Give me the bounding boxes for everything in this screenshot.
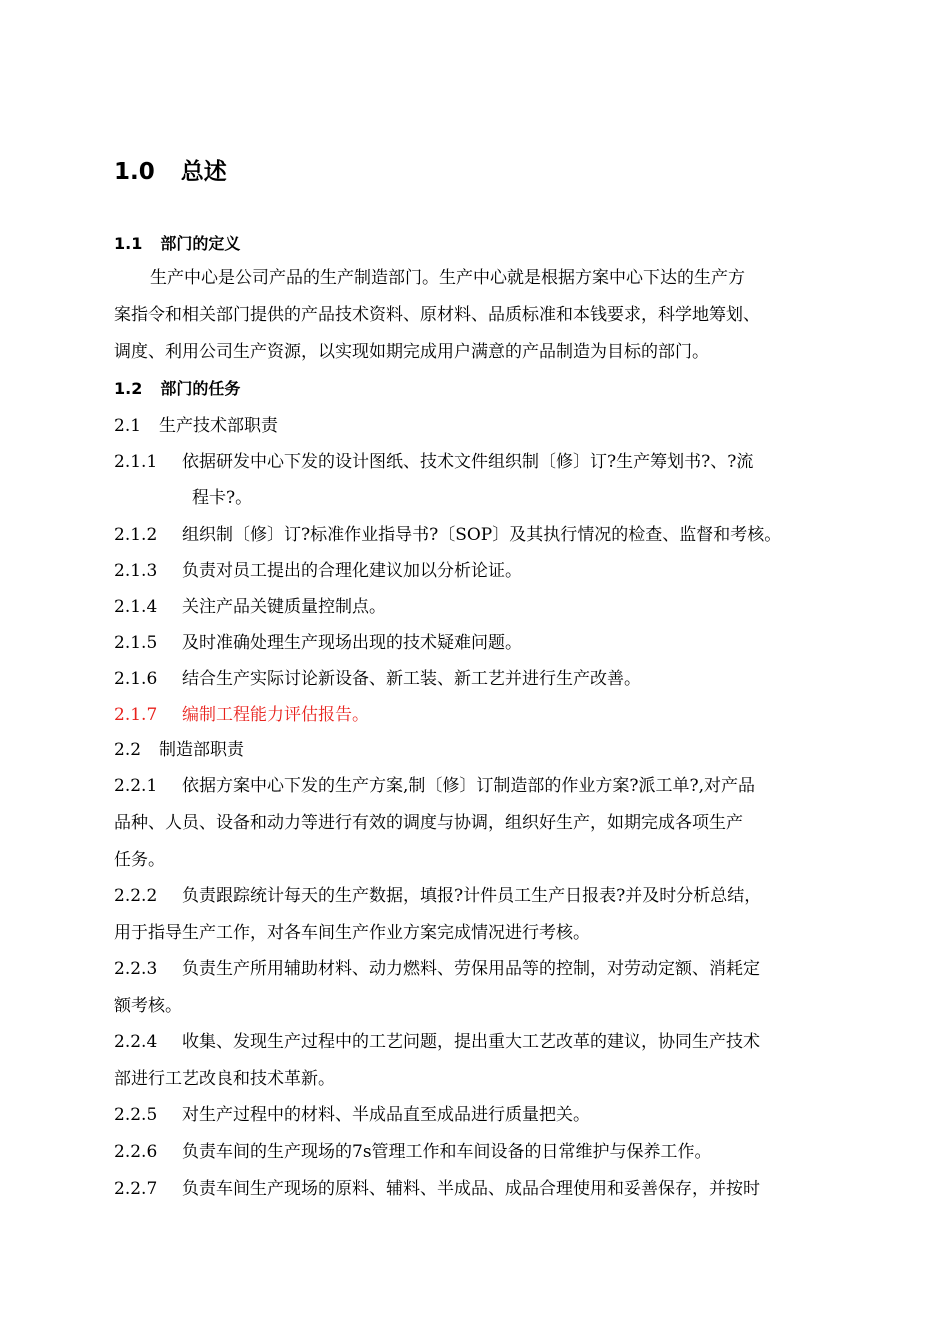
item-number: 2.2.6 bbox=[114, 1142, 158, 1162]
item-text: 编制工程能力评估报告。 bbox=[182, 705, 369, 725]
item-text: 对生产过程中的材料、半成品直至成品进行质量把关。 bbox=[182, 1105, 590, 1125]
subsection-heading-1-1 bbox=[114, 234, 240, 254]
subsection-heading-1-2 bbox=[114, 379, 240, 399]
paragraph-line: 案指令和相关部门提供的产品技术资料、原材料、品质标准和本钱要求，科学地筹划、 bbox=[114, 305, 760, 325]
item-number: 2.2.5 bbox=[114, 1105, 158, 1125]
list-item bbox=[114, 959, 760, 979]
item-number: 2.1.5 bbox=[114, 633, 158, 653]
item-number: 2.2.7 bbox=[114, 1179, 158, 1199]
item-text: 组织制〔修〕订?标准作业指导书?〔SOP〕及其执行情况的检查、监督和考核。 bbox=[182, 525, 782, 545]
list-item bbox=[114, 1032, 760, 1052]
subsection-number: 1.1 bbox=[114, 234, 143, 253]
item-number: 2.1.4 bbox=[114, 597, 158, 617]
item-text: 依据研发中心下发的设计图纸、技术文件组织制〔修〕订?生产筹划书?、?流 bbox=[182, 452, 754, 472]
paragraph-line: 生产中心是公司产品的生产制造部门。生产中心就是根据方案中心下达的生产方 bbox=[150, 268, 745, 288]
list-item-continuation: 品种、人员、设备和动力等进行有效的调度与协调，组织好生产，如期完成各项生产 bbox=[114, 813, 743, 833]
list-item bbox=[114, 633, 522, 653]
list-item bbox=[114, 561, 522, 581]
item-text: 负责跟踪统计每天的生产数据，填报?计件员工生产日报表?并及时分析总结， bbox=[182, 886, 762, 906]
list-item bbox=[114, 886, 761, 906]
item-text: 负责车间的生产现场的7s管理工作和车间设备的日常维护与保养工作。 bbox=[182, 1142, 712, 1162]
subsection-title: 部门的定义 bbox=[160, 234, 241, 253]
item-text: 收集、发现生产过程中的工艺问题，提出重大工艺改革的建议，协同生产技术 bbox=[182, 1032, 760, 1052]
list-item bbox=[114, 1142, 712, 1162]
section-number: 2.1 bbox=[114, 416, 142, 436]
subsection-number: 1.2 bbox=[114, 379, 143, 398]
item-text: 负责生产所用辅助材料、动力燃料、劳保用品等的控制，对劳动定额、消耗定 bbox=[182, 959, 760, 979]
item-number: 2.2.2 bbox=[114, 886, 158, 906]
section-title: 生产技术部职责 bbox=[159, 416, 279, 436]
list-item-highlighted bbox=[114, 705, 369, 725]
section-heading-2-1 bbox=[114, 416, 278, 436]
section-title: 制造部职责 bbox=[159, 740, 245, 760]
subsection-title: 部门的任务 bbox=[160, 379, 241, 398]
item-number: 2.1.3 bbox=[114, 561, 158, 581]
list-item bbox=[114, 776, 755, 796]
item-number: 2.1.7 bbox=[114, 705, 158, 725]
item-text: 依据方案中心下发的生产方案,制〔修〕订制造部的作业方案?派工单?,对产品 bbox=[182, 776, 756, 796]
item-number: 2.2.3 bbox=[114, 959, 158, 979]
item-text: 结合生产实际讨论新设备、新工装、新工艺并进行生产改善。 bbox=[182, 669, 641, 689]
list-item bbox=[114, 452, 753, 472]
item-text: 关注产品关键质量控制点。 bbox=[182, 597, 386, 617]
heading-text: 总述 bbox=[180, 159, 227, 185]
item-text: 负责车间生产现场的原料、辅料、半成品、成品合理使用和妥善保存，并按时 bbox=[182, 1179, 760, 1199]
section-heading-2-2 bbox=[114, 740, 244, 760]
list-item bbox=[114, 525, 781, 545]
list-item-continuation: 用于指导生产工作，对各车间生产作业方案完成情况进行考核。 bbox=[114, 923, 590, 943]
item-number: 2.1.2 bbox=[114, 525, 158, 545]
section-number: 2.2 bbox=[114, 740, 142, 760]
item-number: 2.2.4 bbox=[114, 1032, 158, 1052]
item-text: 及时准确处理生产现场出现的技术疑难问题。 bbox=[182, 633, 522, 653]
item-number: 2.1.1 bbox=[114, 452, 158, 472]
item-number: 2.1.6 bbox=[114, 669, 158, 689]
list-item bbox=[114, 1105, 590, 1125]
list-item bbox=[114, 1179, 760, 1199]
paragraph-line: 调度、利用公司生产资源，以实现如期完成用户满意的产品制造为目标的部门。 bbox=[114, 342, 709, 362]
list-item-continuation: 任务。 bbox=[114, 850, 165, 870]
list-item-continuation: 额考核。 bbox=[114, 996, 182, 1016]
section-heading-1-0 bbox=[114, 158, 227, 186]
list-item bbox=[114, 669, 641, 689]
list-item bbox=[114, 597, 386, 617]
item-text: 负责对员工提出的合理化建议加以分析论证。 bbox=[182, 561, 522, 581]
list-item-continuation: 程卡?。 bbox=[192, 488, 253, 508]
list-item-continuation: 部进行工艺改良和技术革新。 bbox=[114, 1069, 335, 1089]
heading-number: 1.0 bbox=[114, 159, 155, 185]
item-number: 2.2.1 bbox=[114, 776, 158, 796]
